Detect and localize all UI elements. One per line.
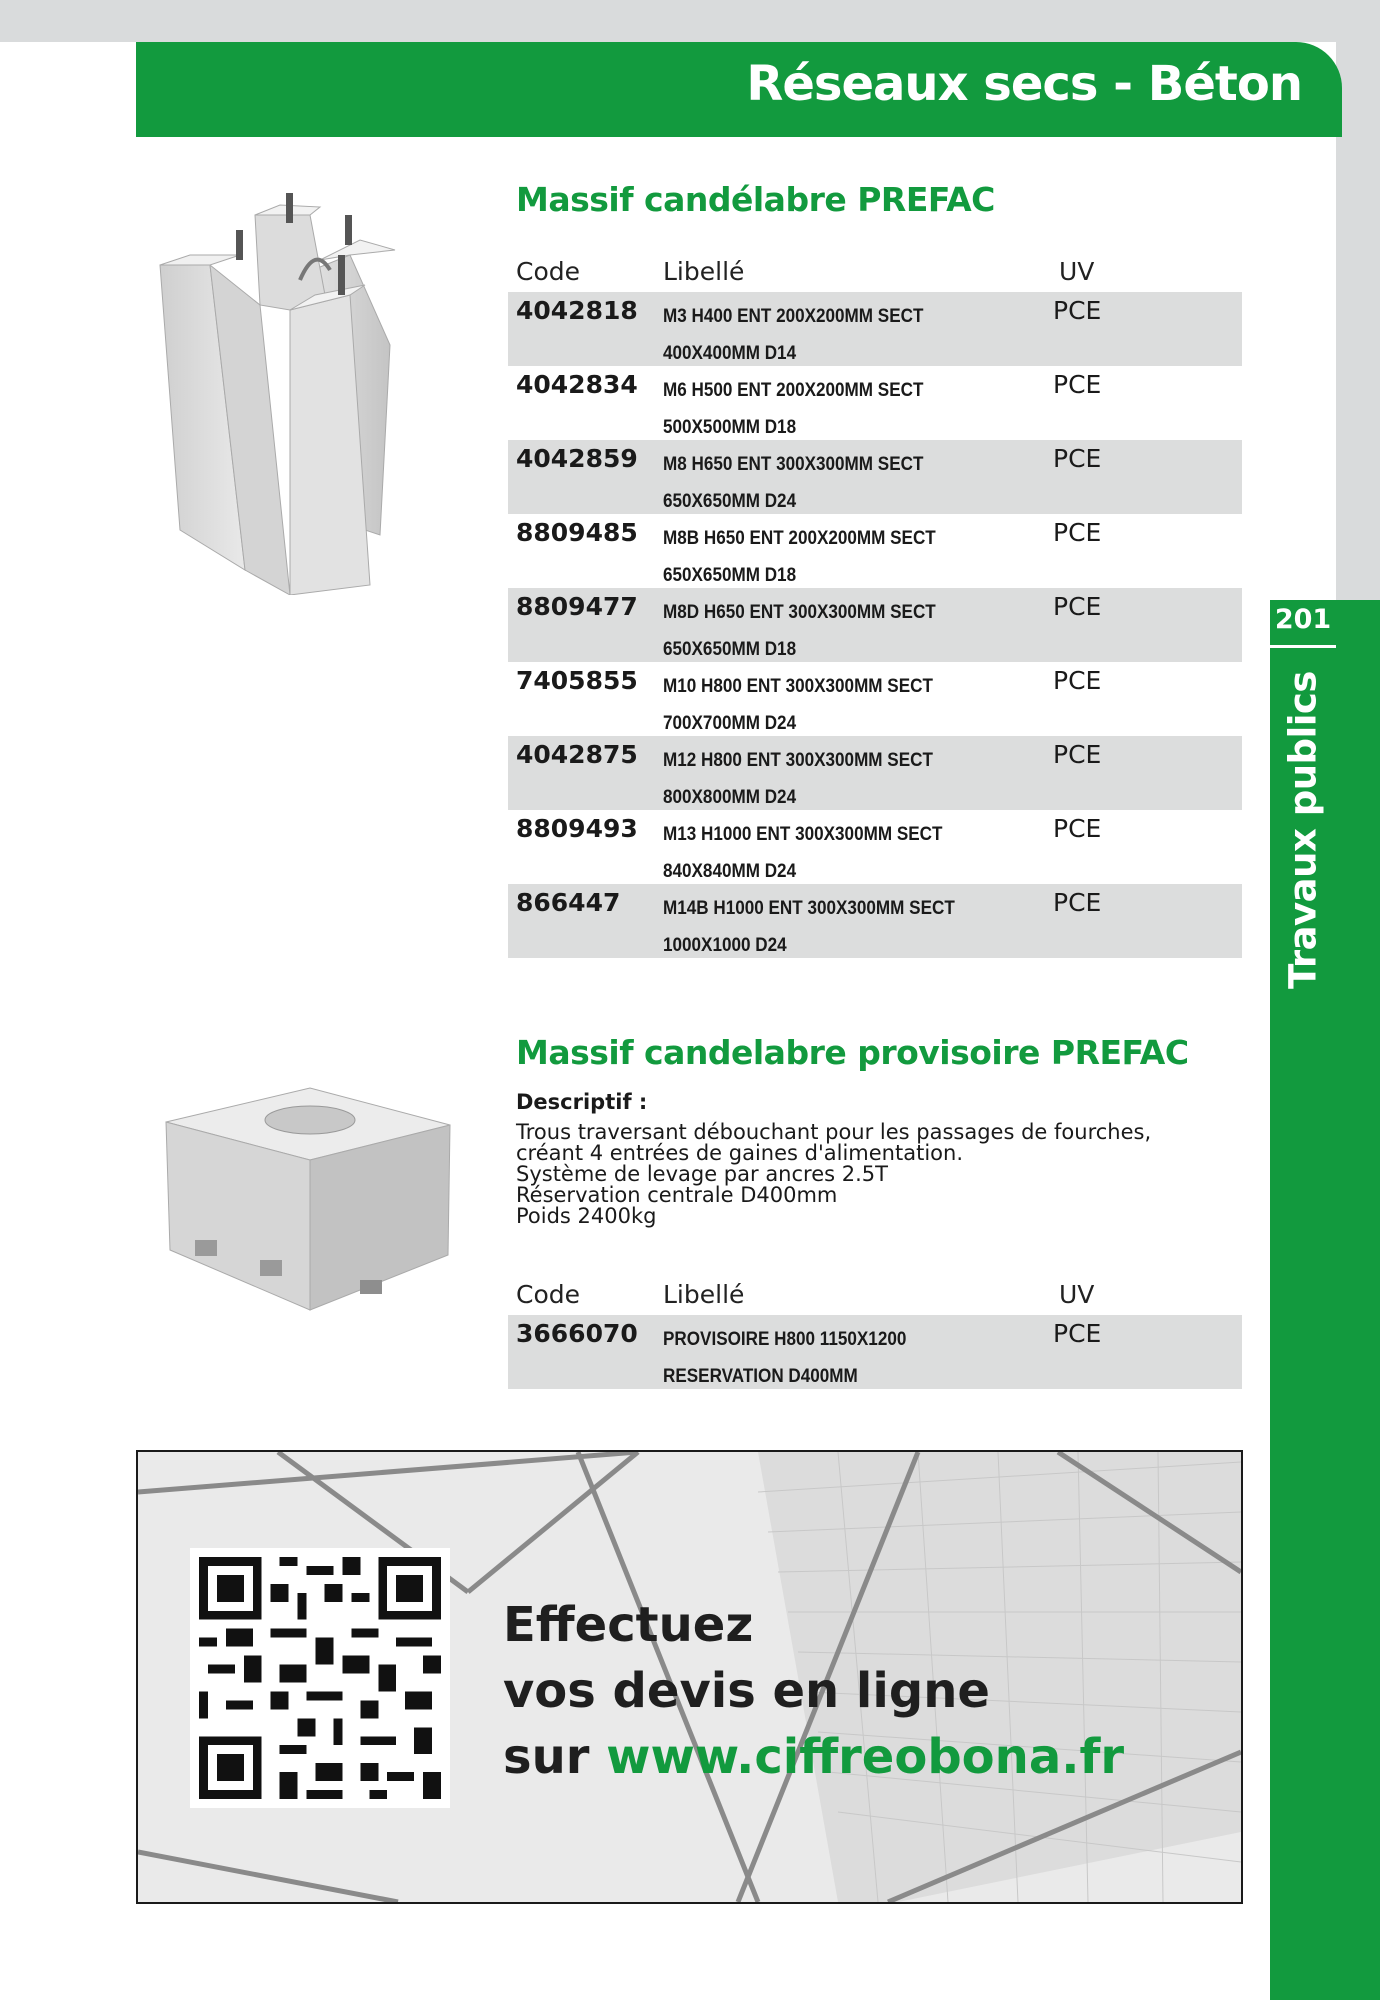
- product-uv: PCE: [1053, 888, 1102, 917]
- section-side-label: Travaux publics: [1281, 671, 1325, 989]
- product-table-1: [508, 292, 1242, 958]
- product-uv: PCE: [1053, 370, 1102, 399]
- promo-line: Effectuez: [503, 1597, 754, 1653]
- page-number: 201: [1274, 604, 1332, 635]
- product-code: 866447: [516, 888, 621, 917]
- product-code: 4042875: [516, 740, 638, 769]
- product-label: M8 H650 ENT 300X300MM SECT 650X650MM D24: [663, 454, 924, 512]
- table-row: [508, 884, 1242, 958]
- product-uv: PCE: [1053, 740, 1102, 769]
- product-table-2: [508, 1315, 1242, 1389]
- descriptif-text: [516, 1122, 1216, 1227]
- table-row: [508, 1315, 1242, 1389]
- product-code: 8809485: [516, 518, 638, 547]
- table-row: [508, 662, 1242, 736]
- product-uv: PCE: [1053, 518, 1102, 547]
- table-row: [508, 440, 1242, 514]
- product-label: M13 H1000 ENT 300X300MM SECT 840X840MM D24: [663, 824, 943, 882]
- section-title-massif-provisoire: Massif candelabre provisoire PREFAC: [516, 1033, 1189, 1072]
- massif-candelabre-image: [150, 185, 440, 595]
- product-code: 3666070: [516, 1319, 638, 1348]
- column-header-libelle: Libellé: [663, 1280, 745, 1309]
- qr-code[interactable]: [190, 1548, 450, 1808]
- descriptif-label: Descriptif :: [516, 1090, 648, 1114]
- product-label: M6 H500 ENT 200X200MM SECT 500X500MM D18: [663, 380, 924, 438]
- promo-line: sur www.ciffreobona.fr: [503, 1729, 1124, 1785]
- descriptif-line: Système de levage par ancres 2.5T: [516, 1162, 888, 1186]
- product-label: M12 H800 ENT 300X300MM SECT 800X800MM D24: [663, 750, 933, 808]
- massif-provisoire-image: [160, 1080, 460, 1320]
- product-uv: PCE: [1053, 1319, 1102, 1348]
- column-header-code: Code: [516, 1280, 581, 1309]
- product-label: M8B H650 ENT 200X200MM SECT 650X650MM D18: [663, 528, 936, 586]
- table-header: [516, 257, 1242, 287]
- product-uv: PCE: [1053, 814, 1102, 843]
- promo-line: vos devis en ligne: [503, 1663, 990, 1719]
- product-uv: PCE: [1053, 444, 1102, 473]
- product-label: M8D H650 ENT 300X300MM SECT 650X650MM D18: [663, 602, 936, 660]
- product-uv: PCE: [1053, 592, 1102, 621]
- column-header-uv: UV: [1059, 1280, 1095, 1309]
- descriptif-line: Poids 2400kg: [516, 1204, 657, 1228]
- column-header-uv: UV: [1059, 257, 1095, 286]
- column-header-code: Code: [516, 257, 581, 286]
- table-row: [508, 810, 1242, 884]
- product-code: 4042818: [516, 296, 638, 325]
- table-row: [508, 514, 1242, 588]
- product-uv: PCE: [1053, 666, 1102, 695]
- descriptif-line: Réservation centrale D400mm: [516, 1183, 838, 1207]
- product-label: M3 H400 ENT 200X200MM SECT 400X400MM D14: [663, 306, 924, 364]
- product-code: 8809477: [516, 592, 638, 621]
- product-label: PROVISOIRE H800 1150X1200 RESERVATION D400MM: [663, 1329, 907, 1387]
- product-code: 7405855: [516, 666, 638, 695]
- descriptif-line: créant 4 entrées de gaines d'alimentation.: [516, 1141, 963, 1165]
- promo-text: [503, 1592, 1124, 1790]
- descriptif-line: Trous traversant débouchant pour les passages de fourches,: [516, 1120, 1152, 1144]
- table-row: [508, 366, 1242, 440]
- product-code: 4042834: [516, 370, 638, 399]
- website-link[interactable]: www.ciffreobona.fr: [606, 1729, 1124, 1785]
- page-title: Réseaux secs - Béton: [746, 56, 1302, 112]
- table-row: [508, 588, 1242, 662]
- product-label: M14B H1000 ENT 300X300MM SECT 1000X1000 D24: [663, 898, 955, 956]
- online-quote-banner[interactable]: [136, 1450, 1243, 1904]
- product-uv: PCE: [1053, 296, 1102, 325]
- product-label: M10 H800 ENT 300X300MM SECT 700X700MM D24: [663, 676, 933, 734]
- column-header-libelle: Libellé: [663, 257, 745, 286]
- table-row: [508, 292, 1242, 366]
- section-title-massif-candelabre: Massif candélabre PREFAC: [516, 180, 995, 219]
- page-number-divider: [1270, 645, 1336, 648]
- page-header-banner: [136, 42, 1342, 137]
- table-header: [516, 1280, 1242, 1310]
- product-code: 8809493: [516, 814, 638, 843]
- table-row: [508, 736, 1242, 810]
- product-code: 4042859: [516, 444, 638, 473]
- top-margin-strip: [0, 0, 1380, 42]
